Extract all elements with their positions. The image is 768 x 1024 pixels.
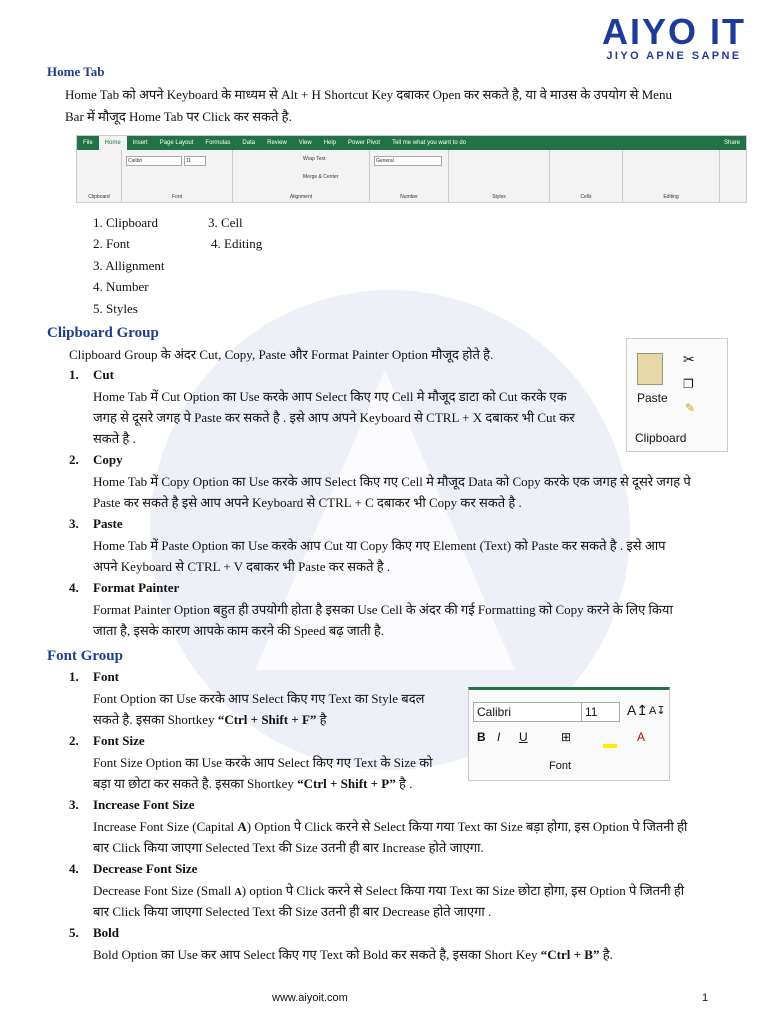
text-part: ) Option पे Click करने से Select किया गया Text का Size बड़ा होगा, इस Option पे जितनी ही: [246, 819, 688, 834]
decrease-font-icon: A↧: [649, 705, 666, 717]
ribbon-group-styles: [449, 150, 550, 202]
ribbon-group-number: [370, 150, 449, 202]
brand-logo: [601, 11, 746, 62]
text-part: Decrease Font Size (Small: [93, 883, 235, 898]
ribbon-group-cells: [550, 150, 623, 202]
ribbon-tab: Page Layout: [159, 140, 194, 146]
item-text: Home Tab में Cut Option का Use करके आप Select किए गए Cell मे मौजूद डाटा को Cut करके एक: [93, 389, 567, 404]
item-title: Paste: [93, 516, 123, 531]
scissors-icon: ✂: [683, 351, 695, 367]
page-number: 1: [702, 992, 709, 1004]
item-title: Font Size: [93, 733, 145, 748]
ribbon-group-label: Cells: [580, 194, 592, 200]
text-part: बड़ा या छोटा कर सकते है. इसका Shortkey: [93, 776, 298, 791]
item-text: सकते है .: [93, 431, 136, 446]
item-number: 1.: [69, 367, 79, 382]
ribbon-tab: View: [298, 140, 312, 146]
ribbon-group-alignment: [233, 150, 370, 202]
item-text: Format Painter Option बहुत ही उपयोगी होता है इसका Use Cell के अंदर की गई Formatting को Copy करने के लिए किया: [93, 602, 673, 617]
ribbon-tab: Insert: [132, 140, 148, 146]
item-text: Home Tab में Copy Option का Use करके आप Select किए गए Cell मे मौजूद Data को Copy करके एक जगह से दूसरे जगह पे: [93, 474, 691, 489]
glyph: A: [237, 819, 247, 834]
list-item: 3. Cell: [208, 215, 243, 230]
item-text: जगह से दूसरे जगह पे Paste कर सकते है . इसे आप अपने Keyboard से CTRL + X दबाकर भी Cut कर: [93, 410, 575, 425]
font-color-icon: A: [637, 730, 646, 744]
increase-font-icon: A↥: [627, 702, 649, 718]
ribbon-tab: File: [83, 140, 93, 146]
item-number: 2.: [69, 733, 79, 748]
item-title: Copy: [93, 452, 123, 467]
item-title: Decrease Font Size: [93, 861, 198, 876]
item-number: 4.: [69, 861, 79, 876]
home-intro-line1: Home Tab को अपने Keyboard के माध्यम से Alt + H Shortcut Key दबाकर Open कर सकते है, या वे माउस के उपयोग से Menu: [65, 87, 672, 102]
ribbon-group-label: Editing: [663, 194, 679, 200]
ribbon-groups: [77, 150, 746, 202]
list-item: 4. Editing: [211, 236, 263, 251]
item-title: Increase Font Size: [93, 797, 195, 812]
item-text: Paste कर सकते है इसे आप अपने Keyboard से CTRL + C दबाकर भी Copy कर सकते है .: [93, 495, 522, 510]
footer-site[interactable]: www.aiyoit.com: [272, 992, 348, 1004]
ribbon-share: Share: [723, 140, 740, 146]
item-text: Font Option का Use करके आप Select किए गए Text का Style बदल: [93, 691, 425, 706]
item-number: 5.: [69, 925, 79, 940]
text-part: ) option पे Click करने से Select किया गया Text का Size छोटा होगा, इस Option पे जितनी ही: [241, 883, 685, 898]
item-number: 3.: [69, 797, 79, 812]
paste-icon: [637, 353, 663, 385]
item-text: अपने Keyboard से CTRL + V दबाकर भी Paste कर सकते है .: [93, 559, 391, 574]
item-title: Format Painter: [93, 580, 180, 595]
text-part: है.: [599, 947, 613, 962]
ribbon-number-format: General: [374, 156, 442, 166]
text-part: सकते है. इसका Shortkey: [93, 712, 218, 727]
logo-tagline: JIYO APNE SAPNE: [606, 50, 742, 62]
ribbon-wrap-text: Wrap Text: [303, 156, 326, 162]
item-title: Cut: [93, 367, 114, 382]
item-number: 3.: [69, 516, 79, 531]
item-text: बार Click किया जाएगा Selected Text की Size उतनी ही बार Increase होते जाएगा.: [93, 840, 484, 855]
shortcut: “Ctrl + Shift + F”: [217, 712, 317, 727]
font-group-image: [468, 687, 670, 781]
item-text: बार Click किया जाएगा Selected Text की Size उतनी ही बार Decrease होते जाएगा .: [93, 904, 492, 919]
logo-brand: AIYO IT: [601, 11, 746, 52]
home-intro-line2: Bar में मौजूद Home Tab पर Click कर सकते है.: [65, 109, 292, 124]
copy-icon: ❐: [683, 377, 694, 391]
item-text: [93, 880, 684, 904]
item-text: Home Tab में Paste Option का Use करके आप Cut या Copy किए गए Element (Text) को Paste कर सकते है . इसे आप: [93, 538, 666, 553]
ribbon-size-box: 11: [184, 156, 206, 166]
glyph: A: [234, 887, 242, 898]
item-title: Bold: [93, 925, 120, 940]
list-item: 3. Allignment: [93, 258, 165, 273]
ribbon-tab: Formulas: [205, 140, 231, 146]
ribbon-group-clipboard: [77, 150, 122, 202]
fill-color-icon: [603, 744, 617, 748]
shortcut: “Ctrl + B”: [540, 947, 600, 962]
ribbon-group-editing: [623, 150, 720, 202]
text-part: है: [316, 712, 327, 727]
text-part: Bold Option का Use कर आप Select किए गए Text को Bold कर सकते है, इसका Short Key: [93, 947, 541, 962]
clipboard-label: Clipboard: [635, 431, 687, 445]
ribbon-group-label: Clipboard: [88, 194, 110, 200]
clipboard-group-image: [626, 338, 728, 452]
ribbon-group-label: Alignment: [289, 194, 313, 200]
item-number: 1.: [69, 669, 79, 684]
item-number: 2.: [69, 452, 79, 467]
list-item: 4. Number: [93, 279, 149, 294]
ribbon-group-label: Number: [400, 194, 418, 200]
ribbon-group-label: Styles: [492, 194, 506, 200]
clipboard-intro: Clipboard Group के अंदर Cut, Copy, Paste और Format Painter Option मौजूद होते है.: [69, 347, 494, 362]
ribbon-tell-me: Tell me what you want to do: [392, 140, 467, 146]
list-item: 1. Clipboard: [93, 215, 158, 230]
item-title: Font: [93, 669, 119, 684]
list-item: 2. Font: [93, 236, 130, 251]
paste-label: Paste: [637, 391, 668, 405]
font-name-box: Calibri: [473, 702, 582, 722]
ribbon-tabs: [77, 136, 746, 150]
text-part: Increase Font Size (Capital: [93, 819, 238, 834]
item-number: 4.: [69, 580, 79, 595]
font-group-heading: Font Group: [47, 648, 123, 664]
item-text: [93, 944, 613, 966]
ribbon-merge: Merge & Center: [303, 174, 339, 180]
bold-icon: B: [477, 730, 486, 744]
ribbon-tab: Help: [323, 140, 337, 146]
italic-icon: I: [497, 730, 501, 744]
shortcut: “Ctrl + Shift + P”: [297, 776, 396, 791]
item-text: जाता है, इसके कारण आपके काम करने की Speed बढ़ जाती है.: [93, 623, 385, 638]
home-tab-heading: Home Tab: [47, 64, 105, 79]
clipboard-heading: Clipboard Group: [47, 325, 159, 341]
item-text: [93, 709, 327, 731]
font-size-box: 11: [581, 702, 620, 722]
ribbon-group-font: [122, 150, 233, 202]
ribbon-tab: Power Pivot: [348, 140, 381, 146]
item-text: [93, 773, 412, 795]
ribbon-group-label: Font: [171, 194, 182, 200]
list-item: 5. Styles: [93, 301, 138, 316]
font-group-label: Font: [549, 760, 572, 772]
excel-ribbon-screenshot: [76, 135, 747, 203]
ribbon-tab: Review: [267, 140, 287, 146]
ribbon-tab-active: Home: [99, 136, 127, 150]
underline-icon: U: [519, 730, 528, 744]
ribbon-tab: Data: [242, 140, 256, 146]
border-icon: ⊞: [561, 730, 572, 744]
text-part: है .: [395, 776, 413, 791]
format-painter-icon: ✎: [685, 401, 696, 415]
item-text: Font Size Option का Use करके आप Select किए गए Text के Size को: [93, 755, 433, 770]
item-text: [93, 816, 687, 838]
ribbon-font-box: Calibri: [126, 156, 182, 166]
